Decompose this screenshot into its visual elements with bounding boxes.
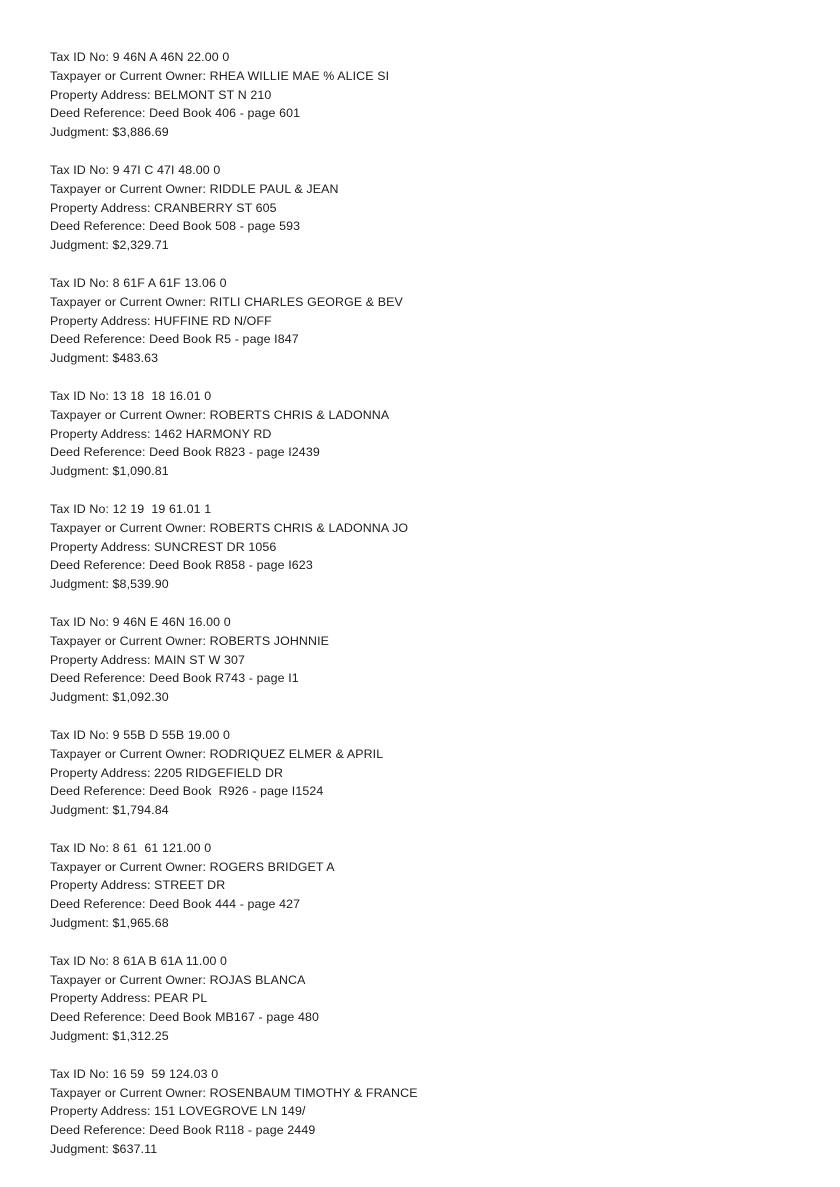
tax-id-line: Tax ID No: 8 61A B 61A 11.00 0: [50, 953, 228, 968]
tax-record: [50, 387, 840, 481]
owner-line: Taxpayer or Current Owner: ROBERTS CHRIS & LADONNA: [50, 407, 390, 422]
owner-line: Taxpayer or Current Owner: RITLI CHARLES GEORGE & BEV: [50, 294, 403, 309]
owner-line: Taxpayer or Current Owner: RODRIQUEZ ELMER & APRIL: [50, 746, 384, 761]
judgment-line: Judgment: $1,090.81: [50, 464, 169, 479]
deed-reference-line: Deed Reference: Deed Book R926 - page I1524: [50, 784, 324, 799]
tax-record: [50, 613, 840, 707]
judgment-line: Judgment: $483.63: [50, 351, 159, 366]
address-line: Property Address: STREET DR: [50, 878, 226, 893]
deed-reference-line: Deed Reference: Deed Book R743 - page I1: [50, 671, 299, 686]
judgment-line: Judgment: $1,965.68: [50, 916, 169, 931]
deed-reference-line: Deed Reference: Deed Book 444 - page 427: [50, 897, 301, 912]
address-line: Property Address: 2205 RIDGEFIELD DR: [50, 765, 284, 780]
address-line: Property Address: SUNCREST DR 1056: [50, 539, 277, 554]
owner-line: Taxpayer or Current Owner: ROJAS BLANCA: [50, 972, 306, 987]
address-line: Property Address: CRANBERRY ST 605: [50, 200, 277, 215]
tax-id-line: Tax ID No: 9 46N A 46N 22.00 0: [50, 50, 230, 64]
owner-line: Taxpayer or Current Owner: ROBERTS JOHNNIE: [50, 633, 330, 648]
deed-reference-line: Deed Reference: Deed Book R5 - page I847: [50, 332, 299, 347]
owner-line: Taxpayer or Current Owner: RIDDLE PAUL & JEAN: [50, 181, 339, 196]
judgment-line: Judgment: $1,312.25: [50, 1029, 169, 1044]
tax-record-list: [50, 48, 840, 1159]
address-line: Property Address: HUFFINE RD N/OFF: [50, 313, 272, 328]
tax-record: [50, 726, 840, 820]
deed-reference-line: Deed Reference: Deed Book 406 - page 601: [50, 106, 301, 121]
deed-reference-line: Deed Reference: Deed Book R118 - page 2449: [50, 1123, 316, 1138]
address-line: Property Address: 151 LOVEGROVE LN 149/: [50, 1104, 306, 1119]
tax-id-line: Tax ID No: 16 59 59 124.03 0: [50, 1066, 219, 1081]
owner-line: Taxpayer or Current Owner: ROSENBAUM TIMOTHY & FRANCE: [50, 1085, 418, 1100]
address-line: Property Address: PEAR PL: [50, 991, 208, 1006]
tax-id-line: Tax ID No: 12 19 19 61.01 1: [50, 501, 212, 516]
tax-id-line: Tax ID No: 9 46N E 46N 16.00 0: [50, 614, 231, 629]
tax-record: [50, 274, 840, 368]
tax-id-line: Tax ID No: 9 47I C 47I 48.00 0: [50, 162, 221, 177]
judgment-line: Judgment: $1,794.84: [50, 803, 169, 818]
address-line: Property Address: 1462 HARMONY RD: [50, 426, 272, 441]
tax-record: [50, 48, 840, 142]
tax-id-line: Tax ID No: 8 61F A 61F 13.06 0: [50, 275, 227, 290]
tax-record: [50, 500, 840, 594]
tax-id-line: Tax ID No: 13 18 18 16.01 0: [50, 388, 212, 403]
address-line: Property Address: BELMONT ST N 210: [50, 87, 272, 102]
deed-reference-line: Deed Reference: Deed Book R823 - page I2439: [50, 445, 320, 460]
deed-reference-line: Deed Reference: Deed Book MB167 - page 480: [50, 1010, 320, 1025]
judgment-line: Judgment: $1,092.30: [50, 690, 169, 705]
tax-record: [50, 161, 840, 255]
address-line: Property Address: MAIN ST W 307: [50, 652, 246, 667]
owner-line: Taxpayer or Current Owner: ROBERTS CHRIS & LADONNA JO: [50, 520, 409, 535]
deed-reference-line: Deed Reference: Deed Book R858 - page I623: [50, 558, 313, 573]
judgment-line: Judgment: $637.11: [50, 1142, 158, 1157]
deed-reference-line: Deed Reference: Deed Book 508 - page 593: [50, 219, 301, 234]
judgment-line: Judgment: $3,886.69: [50, 125, 169, 140]
tax-record: [50, 839, 840, 933]
judgment-line: Judgment: $8,539.90: [50, 577, 169, 592]
tax-id-line: Tax ID No: 9 55B D 55B 19.00 0: [50, 727, 231, 742]
owner-line: Taxpayer or Current Owner: ROGERS BRIDGET A: [50, 859, 335, 874]
owner-line: Taxpayer or Current Owner: RHEA WILLIE MAE % ALICE SI: [50, 68, 390, 83]
tax-id-line: Tax ID No: 8 61 61 121.00 0: [50, 840, 212, 855]
tax-record: [50, 952, 840, 1046]
judgment-line: Judgment: $2,329.71: [50, 238, 169, 253]
tax-record: [50, 1065, 840, 1159]
